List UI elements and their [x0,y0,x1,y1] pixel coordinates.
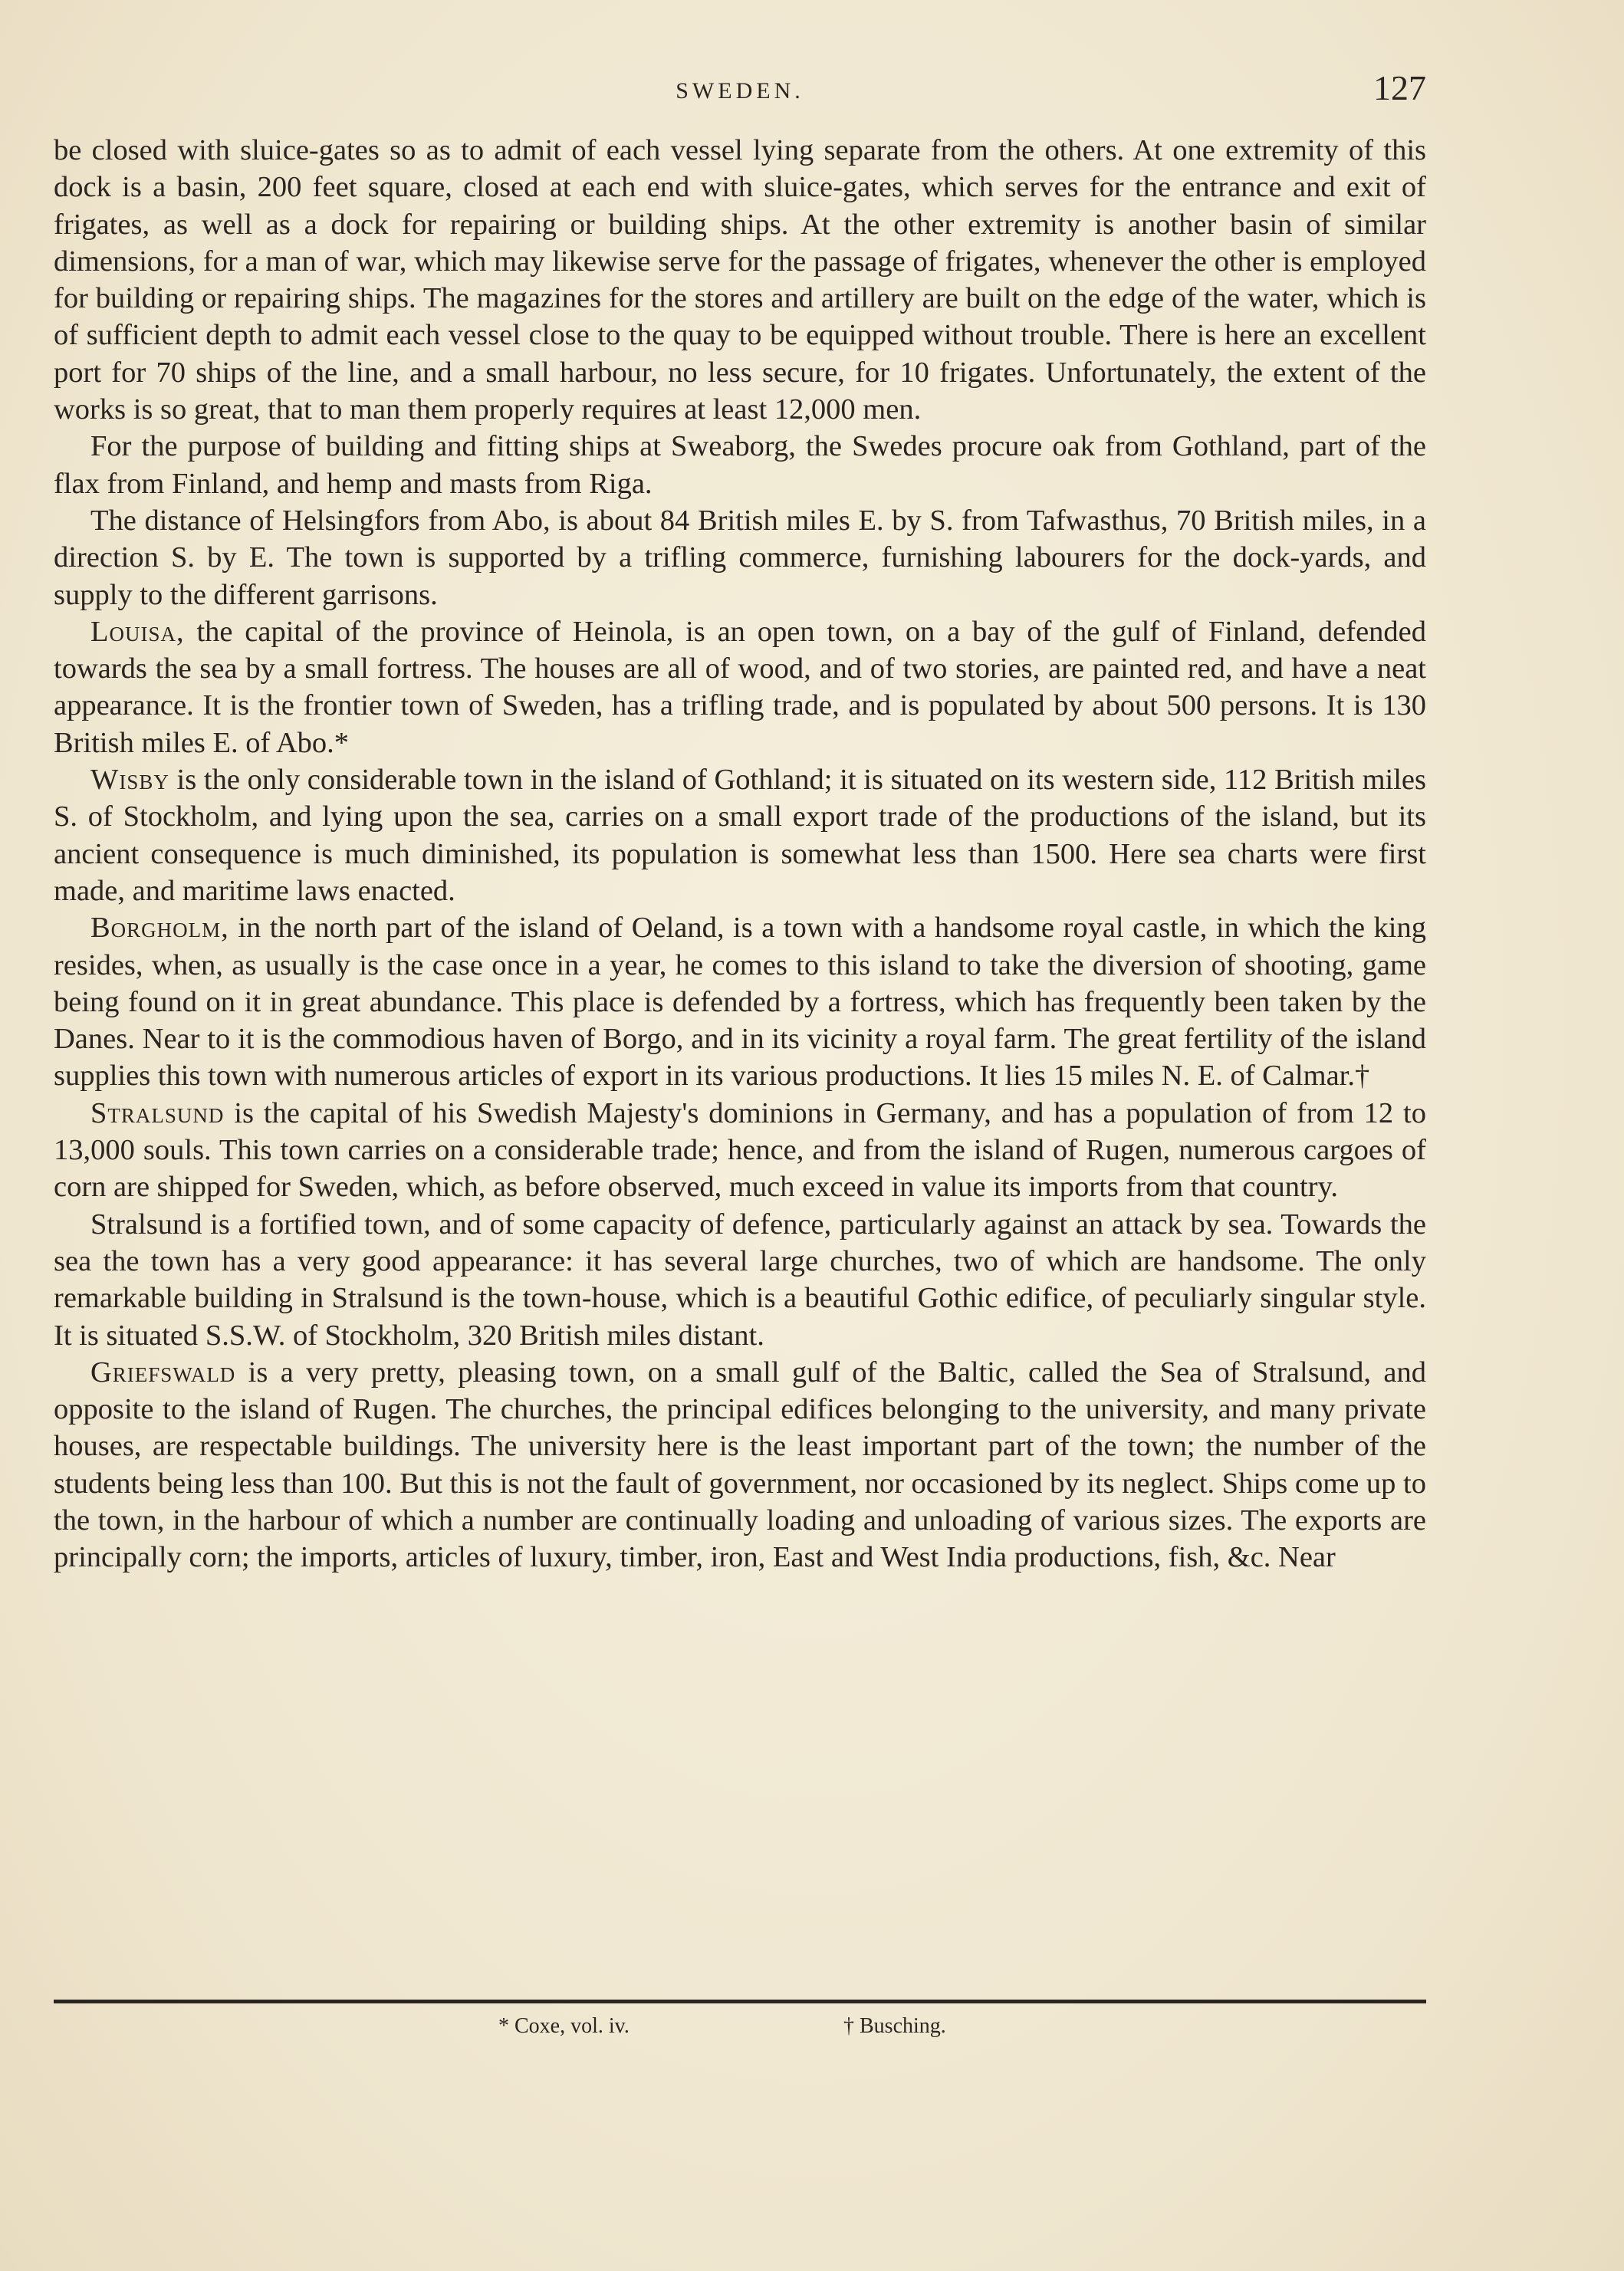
footnotes [498,2014,1112,2048]
paragraph [54,613,1426,761]
place-name: Stralsund [90,1096,225,1129]
page-number: 127 [1373,68,1426,107]
footnote-divider [54,2000,1426,2003]
paragraph-text: Stralsund is a fortified town, and of some capacity of defence, particularly against an attack by sea. Towards the sea the town has a very good appearance: it has several large churches, two of which are handsome. The only remarkable building in Stralsund is the town-house, which is a beautiful Gothic edifice, of peculiarly singular style. It is situated S.S.W. of Stockholm, 320 British miles distant. [54,1208,1426,1352]
paragraph [54,1095,1426,1206]
footnote-star: * Coxe, vol. iv. [498,2014,630,2038]
paragraph [54,1206,1426,1354]
place-name: Louisa, [90,615,185,648]
paragraph [54,428,1426,502]
paragraph [54,761,1426,909]
paragraph-text: is a very pretty, pleasing town, on a small gulf of the Baltic, called the Sea of Stralsund, and opposite to the island of Rugen. The churches, the principal edifices belonging to the university, and many private houses, are respectable buildings. The university here is the least important part of the town; the number of the students being less than 100. But this is not the fault of government, nor occasioned by its neglect. Ships come up to the town, in the harbour of which a number are continually loading and unloading of various sizes. The exports are principally corn; the imports, articles of luxury, timber, iron, East and West India productions, fish, &c. Near [54,1356,1426,1574]
paragraph [54,132,1426,428]
paragraph [54,1354,1426,1576]
paragraph-text: be closed with sluice-gates so as to admit of each vessel lying separate from the others. At one extremity of this dock is a basin, 200 feet square, closed at each end with sluice-gates, which serves for the entrance and exit of frigates, as well as a dock for repairing or building ships. At the other extremity is another basin of similar dimensions, for a man of war, which may likewise serve for the passage of frigates, whenever the other is employed for building or repairing ships. The magazines for the stores and artillery are built on the edge of the water, which is of sufficient depth to admit each vessel close to the quay to be equipped without trouble. There is here an excellent port for 70 ships of the line, and a small harbour, no less secure, for 10 frigates. Unfortunately, the extent of the works is so great, that to man them properly requires at least 12,000 men. [54,134,1426,426]
paragraph-text: the capital of the province of Heinola, is an open town, on a bay of the gulf of Finland, defended towards the sea by a small fortress. The houses are all of wood, and of two stories, are painted red, and have a neat appearance. It is the frontier town of Sweden, has a trifling trade, and is populated by about 500 persons. It is 130 British miles E. of Abo.* [54,615,1426,759]
paragraph [54,909,1426,1094]
paragraph-text: For the purpose of building and fitting ships at Sweaborg, the Swedes procure oak from Gothland, part of the flax from Finland, and hemp and masts from Riga. [54,430,1426,500]
place-name: Wisby [90,764,169,797]
place-name: Borgholm, [90,912,229,945]
place-name: Griefswald [90,1356,236,1389]
running-head: SWEDEN. [676,78,804,104]
paragraph [54,502,1426,613]
paragraph-text: in the north part of the island of Oeland, is a town with a handsome royal castle, in which the king resides, when, as usually is the case once in a year, he comes to this island to take the diversion of shooting, game being found on it in great abundance. This place is defended by a fortress, which has frequently been taken by the Danes. Near to it is the commodious haven of Borgo, and in its vicinity a royal farm. The great fertility of the island supplies this town with numerous articles of export in its various productions. It lies 15 miles N. E. of Calmar.† [54,912,1426,1093]
paragraph-text: is the capital of his Swedish Majesty's dominions in Germany, and has a population of from 12 to 13,000 souls. This town carries on a considerable trade; hence, and from the island of Rugen, numerous cargoes of corn are shipped for Sweden, which, as before observed, much exceed in value its imports from that country. [54,1096,1426,1204]
page-header [54,67,1426,113]
body-text [54,132,1426,1576]
paragraph-text: The distance of Helsingfors from Abo, is about 84 British miles E. by S. from Tafwasthus, 70 British miles, in a direction S. by E. The town is supported by a trifling commerce, furnishing labourers for the dock-yards, and supply to the different garrisons. [54,504,1426,611]
paragraph-text: is the only considerable town in the island of Gothland; it is situated on its western side, 112 British miles S. of Stockholm, and lying upon the sea, carries on a small export trade of the productions of the island, but its ancient consequence is much diminished, its population is somewhat less than 1500. Here sea charts were first made, and maritime laws enacted. [54,764,1426,907]
footnote-dagger: † Busching. [843,2014,946,2038]
